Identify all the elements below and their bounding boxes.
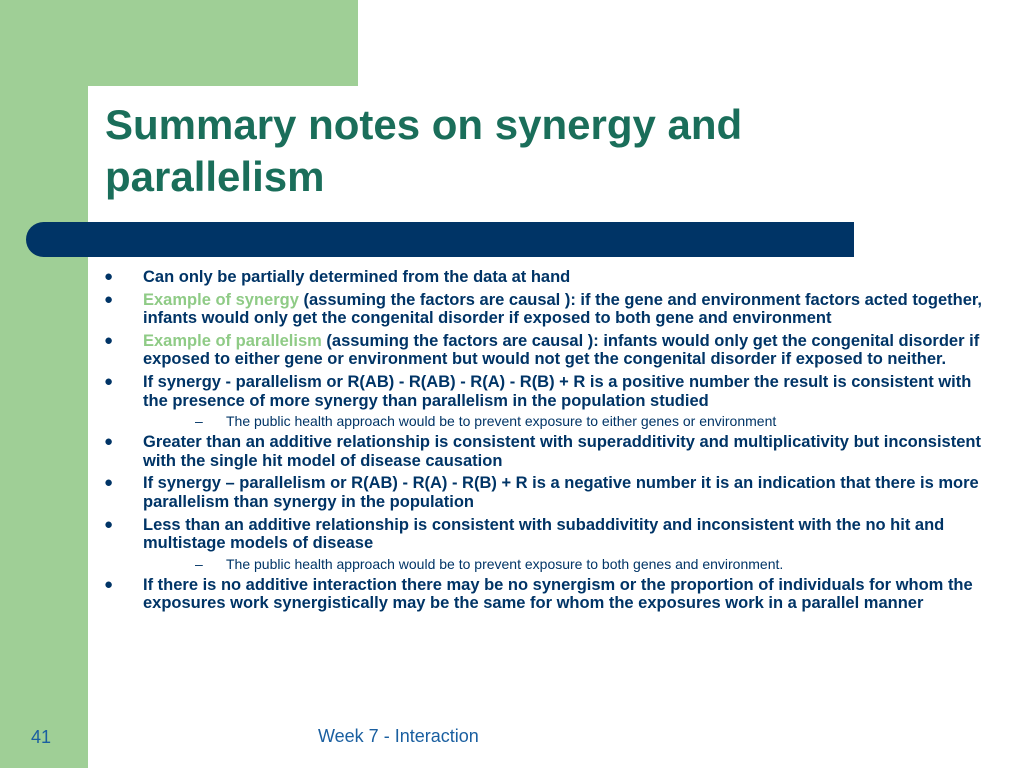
sub-bullet-text: The public health approach would be to prevent exposure to both genes and environment. — [226, 555, 784, 572]
bullet-text: If synergy – parallelism or R(AB) - R(A) - R(B) + R is a negative number it is an indication that there is more parallelism than synergy in the population — [143, 474, 979, 511]
decorative-green-top-band — [0, 0, 358, 86]
bullet-item — [104, 576, 994, 613]
sub-bullet-item — [143, 413, 994, 429]
bullet-icon: ● — [104, 372, 114, 390]
bullet-icon: ● — [104, 290, 114, 308]
slide-body — [104, 266, 994, 613]
slide-title: Summary notes on synergy and parallelism — [105, 101, 743, 200]
bullet-icon: ● — [104, 433, 114, 451]
bullet-text: Greater than an additive relationship is consistent with superadditivity and multiplicativity but inconsistent with the single hit model of disease causation — [143, 433, 981, 470]
bullet-item — [104, 516, 994, 572]
bullet-lead-highlight: Example of parallelism — [143, 331, 322, 350]
bullet-item — [104, 474, 994, 511]
bullet-item — [104, 332, 994, 369]
bullet-list — [104, 268, 994, 613]
sub-bullet-text: The public health approach would be to prevent exposure to either genes or environment — [226, 413, 777, 430]
bullet-icon: ● — [104, 515, 114, 533]
bullet-icon: ● — [104, 474, 114, 492]
bullet-text: Less than an additive relationship is consistent with subaddivitity and inconsistent with the no hit and multistage models of disease — [143, 515, 945, 553]
bullet-lead-highlight: Example of synergy — [143, 290, 299, 309]
bullet-item — [104, 373, 994, 429]
bullet-item — [104, 268, 994, 287]
title-divider-bar — [26, 222, 854, 257]
bullet-text: (assuming the factors are causal ): infants would only get the congenital disorder if exposed to either gene or environment but would not get the congenital disorder if exposed to neither. — [143, 331, 980, 369]
bullet-icon: ● — [104, 268, 114, 285]
decorative-green-sidebar — [0, 0, 88, 768]
bullet-item — [104, 433, 994, 470]
bullet-text: Can only be partially determined from the data at hand — [143, 268, 571, 286]
dash-icon: – — [195, 413, 203, 430]
bullet-icon: ● — [104, 575, 114, 593]
slide-number: 41 — [31, 727, 52, 747]
slide-footer: Week 7 - Interaction — [318, 726, 479, 746]
bullet-icon: ● — [104, 331, 114, 349]
sub-bullet-item — [143, 556, 994, 572]
dash-icon: – — [195, 555, 203, 572]
bullet-text: (assuming the factors are causal ): if the gene and environment factors acted together, infants would only get the congenital disorder if exposed to both gene and environment — [143, 290, 982, 328]
bullet-item — [104, 291, 994, 328]
bullet-text: If synergy - parallelism or R(AB) - R(AB) - R(A) - R(B) + R is a positive number the result is consistent with the presence of more synergy than parallelism in the population studied — [143, 372, 972, 410]
bullet-text: If there is no additive interaction there may be no synergism or the proportion of individuals for whom the exposures work synergistically may be the same for whom the exposures work in a parallel manner — [143, 575, 973, 613]
